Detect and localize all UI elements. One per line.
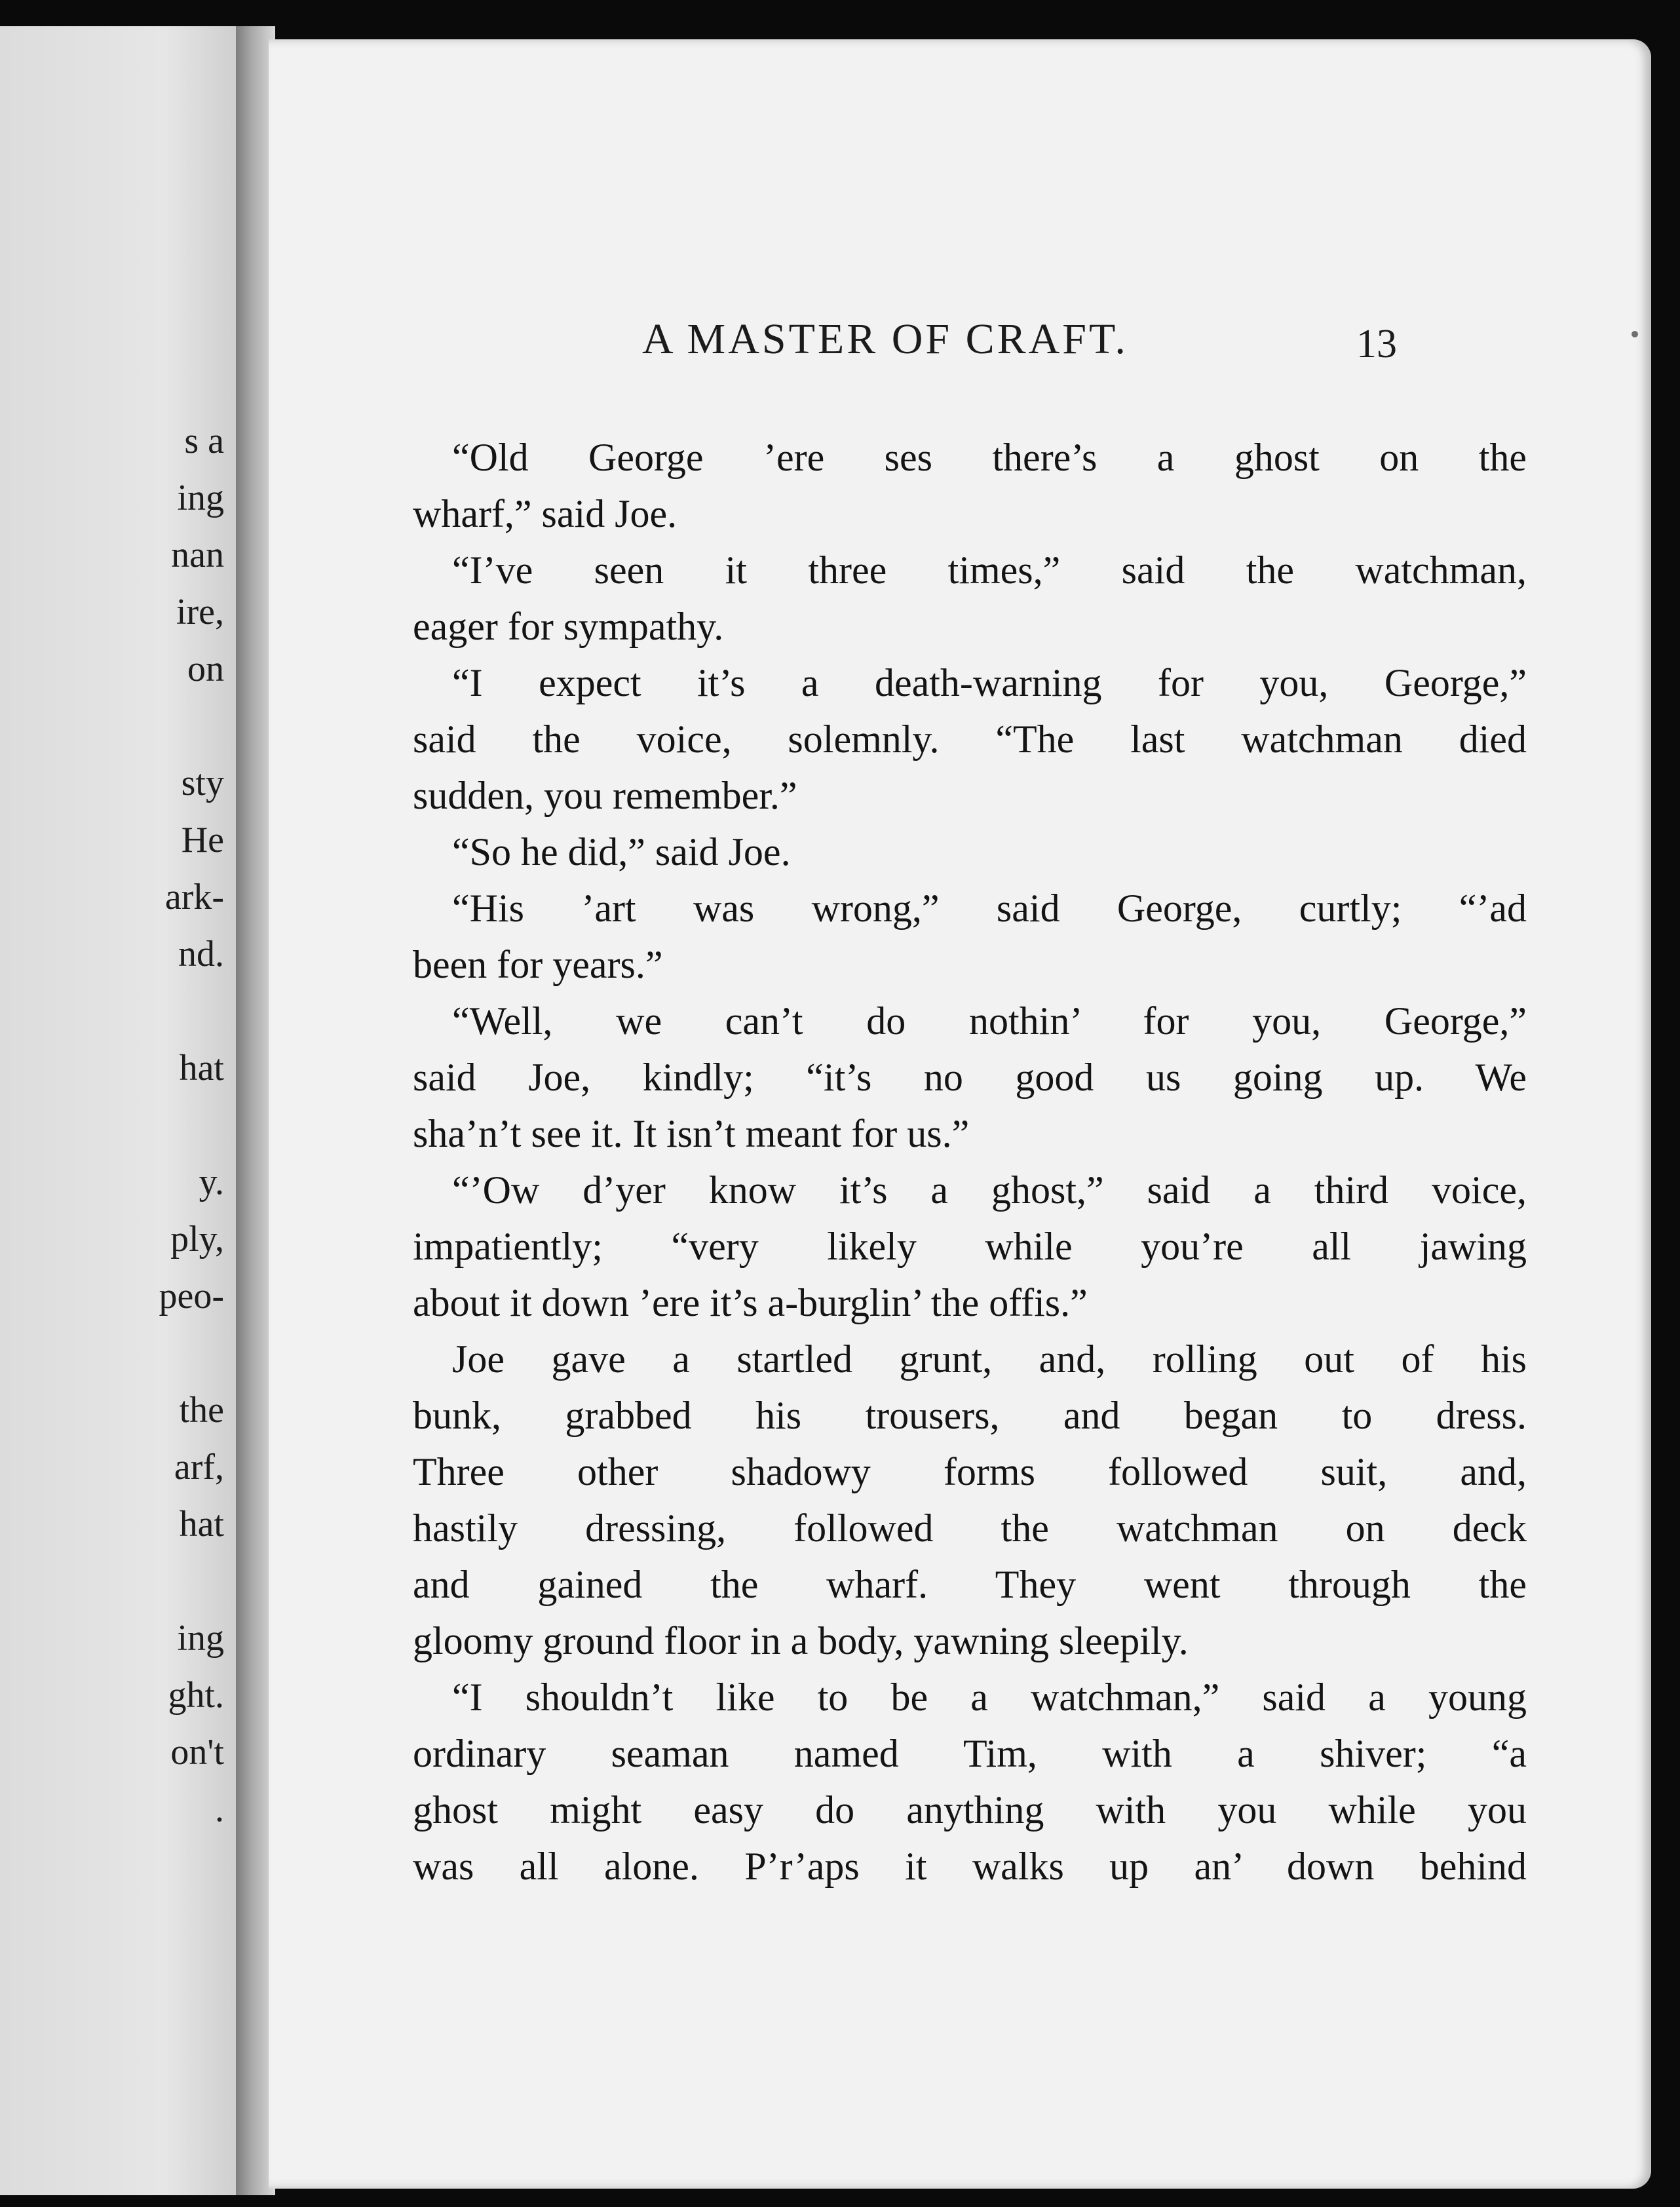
text-line: gloomy ground floor in a body, yawning sleepily. <box>413 1619 1189 1662</box>
left-page-fragment: He <box>181 820 224 860</box>
text-line: about it down ’ere it’s a-burglin’ the offis.” <box>413 1281 1088 1324</box>
left-page-fragment: ark- <box>164 877 224 917</box>
running-head <box>269 315 1651 387</box>
left-page-fragment: ght. <box>168 1675 224 1716</box>
left-page-fragment <box>54 698 224 755</box>
text-line: “I shouldn’t like to be a watchman,” said a young <box>452 1676 1527 1719</box>
text-line: “So he did,” said Joe. <box>452 830 791 873</box>
text-line: bunk, grabbed his trousers, and began to dress. <box>413 1394 1527 1437</box>
text-line: impatiently; “very likely while you’re all jawing <box>413 1225 1527 1268</box>
text-line: Joe gave a startled grunt, and, rolling out of his <box>452 1337 1527 1381</box>
left-page-fragment <box>54 1097 224 1154</box>
left-page-fragment: on't <box>170 1732 224 1773</box>
left-page-fragment: on <box>187 649 224 689</box>
running-title: A MASTER OF CRAFT. <box>642 315 1128 363</box>
right-page <box>269 39 1651 2189</box>
text-line: sudden, you remember.” <box>413 774 797 817</box>
text-line: “Well, we can’t do nothin’ for you, George,” <box>452 999 1527 1043</box>
left-page-fragment: nan <box>171 535 224 575</box>
left-page-text-fragments <box>54 413 224 1838</box>
text-line: “’Ow d’yer know it’s a ghost,” said a third voice, <box>452 1168 1527 1212</box>
text-line: eager for sympathy. <box>413 605 724 648</box>
text-line: hastily dressing, followed the watchman on deck <box>413 1507 1527 1550</box>
left-page-fragment: ire, <box>176 592 224 632</box>
text-line: ghost might easy do anything with you while you <box>413 1788 1527 1832</box>
left-page-fragment: . <box>215 1789 224 1830</box>
text-line: sha’n’t see it. It isn’t meant for us.” <box>413 1112 970 1155</box>
text-line: said Joe, kindly; “it’s no good us going up. We <box>413 1056 1527 1099</box>
text-line: “I’ve seen it three times,” said the watchman, <box>452 548 1527 592</box>
left-page-fragment: s a <box>184 421 224 461</box>
text-line: been for years.” <box>413 943 663 986</box>
left-page-fragment: hat <box>179 1048 224 1088</box>
left-page-fragment: ply, <box>170 1219 224 1259</box>
body-text <box>413 429 1527 1894</box>
text-line: ordinary seaman named Tim, with a shiver; “a <box>413 1732 1527 1775</box>
left-page-fragment: ing <box>177 478 224 518</box>
left-page-fragment: y. <box>199 1162 224 1202</box>
text-line: “I expect it’s a death-warning for you, George,” <box>452 661 1527 704</box>
left-page <box>0 26 236 2195</box>
left-page-fragment: the <box>179 1390 224 1430</box>
left-page-fragment <box>54 1553 224 1610</box>
text-line: wharf,” said Joe. <box>413 492 678 535</box>
left-page-fragment: hat <box>179 1504 224 1545</box>
left-page-fragment: nd. <box>178 934 224 974</box>
text-line: “Old George ’ere ses there’s a ghost on the <box>452 436 1527 479</box>
left-page-fragment <box>54 1325 224 1382</box>
left-page-fragment: ing <box>177 1618 224 1659</box>
text-line: and gained the wharf. They went through the <box>413 1563 1527 1606</box>
left-page-fragment: peo- <box>159 1276 224 1316</box>
left-page-fragment: sty <box>181 763 224 803</box>
left-page-fragment: arf, <box>174 1447 224 1487</box>
text-line: Three other shadowy forms followed suit, and, <box>413 1450 1527 1493</box>
left-page-fragment <box>54 983 224 1040</box>
page-number: 13 <box>1356 322 1397 366</box>
text-line: was all alone. P’r’aps it walks up an’ down behind <box>413 1845 1527 1888</box>
margin-speck <box>1632 331 1638 337</box>
text-line: said the voice, solemnly. “The last watchman died <box>413 718 1527 761</box>
text-line: “His ’art was wrong,” said George, curtly; “’ad <box>452 887 1527 930</box>
